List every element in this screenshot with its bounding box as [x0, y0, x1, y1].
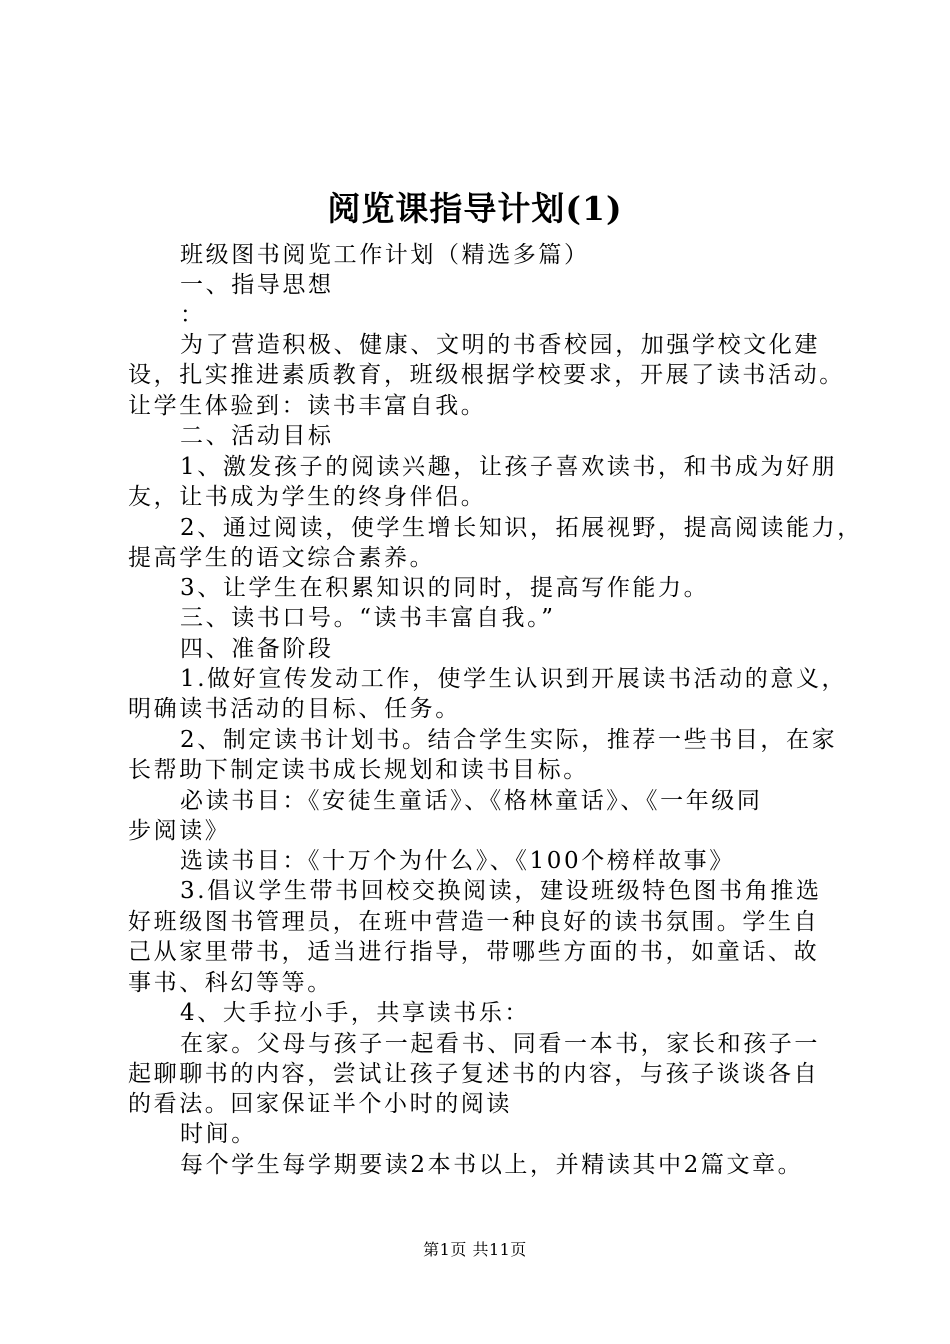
paragraph-line: 提高学生的语文综合素养。: [128, 545, 436, 571]
paragraph-line: 友，让书成为学生的终身伴侣。: [128, 484, 487, 510]
paragraph-line: 3、让学生在积累知识的同时，提高写作能力。: [180, 575, 710, 601]
paragraph-line: ：: [180, 302, 206, 328]
paragraph-line: 起聊聊书的内容，尝试让孩子复述书的内容，与孩子谈谈各自: [128, 1061, 820, 1087]
paragraph-line: 2、制定读书计划书。结合学生实际，推荐一些书目，在家: [180, 727, 838, 753]
paragraph-line: 事书、科幻等等。: [128, 970, 333, 996]
paragraph-line: 时间。: [180, 1121, 257, 1147]
paragraph-line: 好班级图书管理员，在班中营造一种良好的读书氛围。学生自: [128, 909, 820, 935]
section-heading: 一、指导思想: [180, 272, 334, 298]
paragraph-line: 的看法。回家保证半个小时的阅读: [128, 1091, 512, 1117]
paragraph-line: 让学生体验到：读书丰富自我。: [128, 393, 487, 419]
paragraph-line: 长帮助下制定读书成长规划和读书目标。: [128, 757, 589, 783]
paragraph-line: 选读书目：《十万个为什么》、《100个榜样故事》: [180, 848, 735, 874]
paragraph-line: 必读书目：《安徒生童话》、《格林童话》、《一年级同: [180, 788, 763, 814]
paragraph-line: 4、大手拉小手，共享读书乐：: [180, 1000, 531, 1026]
paragraph-line: 设，扎实推进素质教育，班级根据学校要求，开展了读书活动。: [128, 362, 845, 388]
section-heading: 四、准备阶段: [180, 636, 334, 662]
paragraph-line: 为了营造积极、健康、文明的书香校园，加强学校文化建: [180, 332, 820, 358]
paragraph-line: 1、激发孩子的阅读兴趣，让孩子喜欢读书，和书成为好朋: [180, 454, 838, 480]
paragraph-line: 班级图书阅览工作计划（精选多篇）: [180, 242, 590, 268]
paragraph-line: 3.倡议学生带书回校交换阅读，建设班级特色图书角推选: [180, 878, 822, 904]
paragraph-line: 在家。父母与孩子一起看书、同看一本书，家长和孩子一: [180, 1031, 820, 1057]
paragraph-line: 1.做好宣传发动工作，使学生认识到开展读书活动的意义，: [180, 666, 848, 692]
paragraph-line: 步阅读》: [128, 818, 231, 844]
paragraph-line: 每个学生每学期要读2本书以上，并精读其中2篇文章。: [180, 1152, 804, 1178]
section-heading: 三、读书口号。“读书丰富自我。”: [180, 605, 556, 631]
paragraph-line: 明确读书活动的目标、任务。: [128, 696, 461, 722]
page-title: 阅览课指导计划(1): [327, 189, 623, 228]
paragraph-line: 己从家里带书，适当进行指导，带哪些方面的书，如童话、故: [128, 939, 820, 965]
paragraph-line: 2、通过阅读，使学生增长知识，拓展视野，提高阅读能力，: [180, 515, 863, 541]
page-number-footer: 第1页 共11页: [423, 1240, 527, 1259]
section-heading: 二、活动目标: [180, 423, 334, 449]
